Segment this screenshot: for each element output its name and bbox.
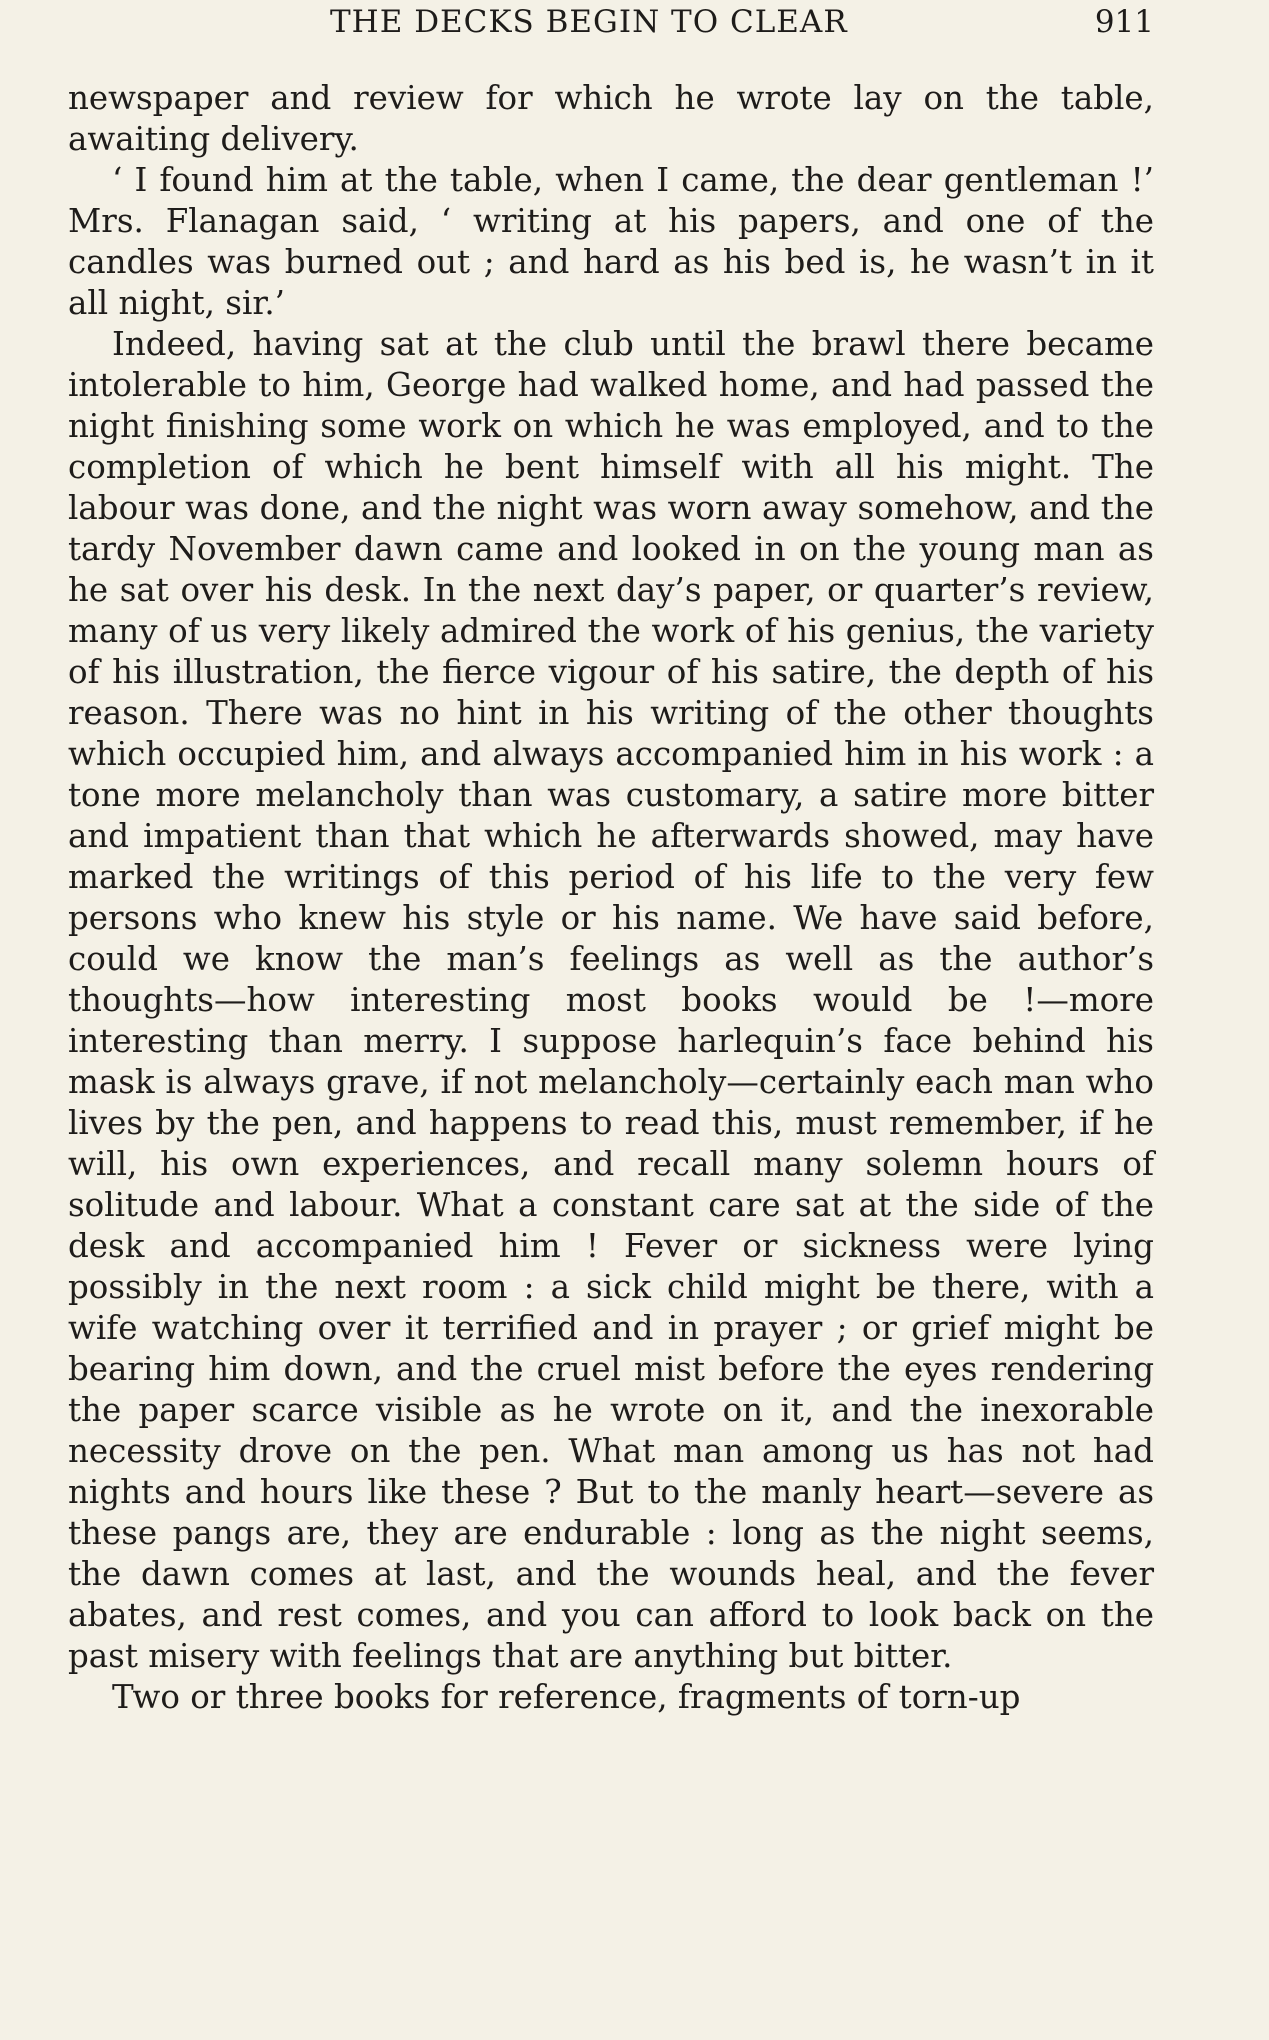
paragraph-continuation: newspaper and review for which he wrote lay on the table, awaiting delivery. bbox=[68, 79, 1154, 158]
body-text bbox=[68, 78, 1154, 1718]
paragraph-george-night-work: Indeed, having sat at the club until the brawl there became intolerable to him, George had walked home, and had passed the night finishing some work on which he was employed, and to the completion of which he bent himself with all his might. The labour was done, and the night was worn away somehow, and the tardy November dawn came and looked in on the young man as he sat over his desk. In the next day’s paper, or quarter’s review, many of us very likely admired the work of his genius, the variety of his illustration, the fierce vigour of his satire, the depth of his reason. There was no hint in his writing of the other thoughts which occupied him, and always accompanied him in his work : a tone more melancholy than was customary, a satire more bitter and impatient than that which he afterwards showed, may have marked the writings of this period of his life to the very few persons who knew his style or his name. We have said before, could we know the man’s feelings as well as the author’s thoughts—how interesting most books would be !—more interesting than merry. I suppose harlequin’s face behind his mask is always grave, if not melancholy—certainly each man who lives by the pen, and happens to read this, must remember, if he will, his own experiences, and recall many solemn hours of solitude and labour. What a constant care sat at the side of the desk and accompanied him ! Fever or sickness were lying possibly in the next room : a sick child might be there, with a wife watching over it terrified and in prayer ; or grief might be bearing him down, and the cruel mist before the eyes rendering the paper scarce visible as he wrote on it, and the inexorable necessity drove on the pen. What man among us has not had nights and hours like these ? But to the manly heart—severe as these pangs are, they are endurable : long as the night seems, the dawn comes at last, and the wounds heal, and the fever abates, and rest comes, and you can afford to look back on the past misery with feelings that are anything but bitter. bbox=[68, 325, 1154, 1675]
paragraph-books-for-reference: Two or three books for reference, fragments of torn-up bbox=[112, 1678, 1021, 1716]
page-number: 911 bbox=[1094, 4, 1154, 40]
paragraph-mrs-flanagan-quote: ‘ I found him at the table, when I came, the dear gentleman !’ Mrs. Flanagan said, ‘ writing at his papers, and one of the candles was burned out ; and hard as his bed is, he wasn’t in it all night, sir.’ bbox=[68, 161, 1154, 322]
book-page bbox=[68, 0, 1154, 1718]
running-title: THE DECKS BEGIN TO CLEAR bbox=[330, 4, 848, 40]
running-head bbox=[68, 0, 1154, 46]
